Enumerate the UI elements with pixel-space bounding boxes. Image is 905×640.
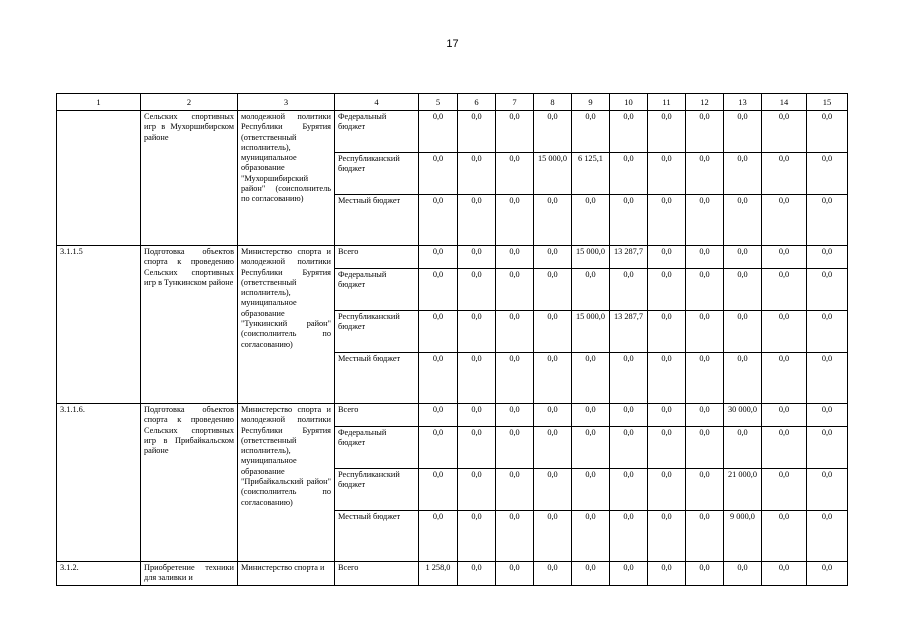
amount-cell: 0,0 xyxy=(610,111,648,153)
amount-cell: 0,0 xyxy=(648,246,686,269)
item-code: 3.1.1.5 xyxy=(57,246,141,404)
amount-cell: 0,0 xyxy=(724,111,762,153)
amount-cell: 21 000,0 xyxy=(724,469,762,511)
table-row xyxy=(57,246,848,269)
amount-cell: 0,0 xyxy=(534,353,572,404)
amount-cell: 0,0 xyxy=(534,246,572,269)
column-header: 9 xyxy=(572,94,610,111)
amount-cell: 0,0 xyxy=(648,111,686,153)
amount-cell: 13 287,7 xyxy=(610,311,648,353)
column-header: 2 xyxy=(141,94,238,111)
item-executor: Министерство спорта и xyxy=(238,562,335,586)
amount-cell: 15 000,0 xyxy=(572,246,610,269)
page-number: 17 xyxy=(446,38,459,50)
amount-cell: 0,0 xyxy=(496,562,534,586)
funding-source: Местный бюджет xyxy=(335,195,419,246)
amount-cell: 0,0 xyxy=(458,469,496,511)
amount-cell: 0,0 xyxy=(648,195,686,246)
funding-source: Республиканский бюджет xyxy=(335,311,419,353)
item-name: Приобретение техники для заливки и xyxy=(141,562,238,586)
item-code: 3.1.1.6. xyxy=(57,404,141,562)
amount-cell: 0,0 xyxy=(419,195,458,246)
amount-cell: 0,0 xyxy=(762,195,807,246)
amount-cell: 0,0 xyxy=(648,269,686,311)
amount-cell: 0,0 xyxy=(458,246,496,269)
amount-cell: 0,0 xyxy=(762,404,807,427)
amount-cell: 0,0 xyxy=(534,269,572,311)
amount-cell: 0,0 xyxy=(496,195,534,246)
amount-cell: 0,0 xyxy=(724,427,762,469)
amount-cell: 0,0 xyxy=(807,195,848,246)
item-name: Сельских спортивных игр в Мухоршибирском районе xyxy=(141,111,238,246)
amount-cell: 0,0 xyxy=(458,269,496,311)
amount-cell: 0,0 xyxy=(807,469,848,511)
funding-source: Федеральный бюджет xyxy=(335,269,419,311)
amount-cell: 0,0 xyxy=(419,511,458,562)
amount-cell: 6 125,1 xyxy=(572,153,610,195)
amount-cell: 0,0 xyxy=(686,111,724,153)
amount-cell: 0,0 xyxy=(724,195,762,246)
item-code xyxy=(57,111,141,246)
amount-cell: 0,0 xyxy=(458,153,496,195)
funding-source: Всего xyxy=(335,562,419,586)
amount-cell: 0,0 xyxy=(724,311,762,353)
funding-source: Республиканский бюджет xyxy=(335,469,419,511)
amount-cell: 0,0 xyxy=(807,269,848,311)
column-header: 4 xyxy=(335,94,419,111)
amount-cell: 0,0 xyxy=(572,562,610,586)
amount-cell: 0,0 xyxy=(762,153,807,195)
item-name: Подготовка объектов спорта к проведению Сельских спортивных игр в Тункинском районе xyxy=(141,246,238,404)
amount-cell: 0,0 xyxy=(419,269,458,311)
column-header: 5 xyxy=(419,94,458,111)
amount-cell: 0,0 xyxy=(686,404,724,427)
amount-cell: 0,0 xyxy=(458,511,496,562)
amount-cell: 0,0 xyxy=(458,311,496,353)
amount-cell: 0,0 xyxy=(572,195,610,246)
amount-cell: 0,0 xyxy=(496,469,534,511)
amount-cell: 0,0 xyxy=(419,311,458,353)
column-header: 8 xyxy=(534,94,572,111)
amount-cell: 0,0 xyxy=(534,311,572,353)
column-header: 1 xyxy=(57,94,141,111)
amount-cell: 0,0 xyxy=(762,269,807,311)
amount-cell: 9 000,0 xyxy=(724,511,762,562)
amount-cell: 0,0 xyxy=(496,311,534,353)
amount-cell: 0,0 xyxy=(496,404,534,427)
funding-source: Федеральный бюджет xyxy=(335,427,419,469)
amount-cell: 0,0 xyxy=(572,404,610,427)
amount-cell: 0,0 xyxy=(807,311,848,353)
amount-cell: 0,0 xyxy=(496,246,534,269)
amount-cell: 0,0 xyxy=(496,269,534,311)
amount-cell: 0,0 xyxy=(534,195,572,246)
amount-cell: 0,0 xyxy=(648,153,686,195)
item-name: Подготовка объектов спорта к проведению Сельских спортивных игр в Прибайкальском районе xyxy=(141,404,238,562)
column-header: 7 xyxy=(496,94,534,111)
amount-cell: 0,0 xyxy=(762,427,807,469)
amount-cell: 0,0 xyxy=(724,153,762,195)
funding-source: Всего xyxy=(335,404,419,427)
amount-cell: 30 000,0 xyxy=(724,404,762,427)
amount-cell: 0,0 xyxy=(686,246,724,269)
amount-cell: 0,0 xyxy=(572,353,610,404)
amount-cell: 0,0 xyxy=(807,562,848,586)
amount-cell: 0,0 xyxy=(496,427,534,469)
item-code: 3.1.2. xyxy=(57,562,141,586)
amount-cell: 0,0 xyxy=(572,511,610,562)
column-header: 10 xyxy=(610,94,648,111)
amount-cell: 0,0 xyxy=(610,153,648,195)
amount-cell: 0,0 xyxy=(496,111,534,153)
amount-cell: 0,0 xyxy=(686,153,724,195)
header-row xyxy=(57,94,848,111)
column-header: 3 xyxy=(238,94,335,111)
amount-cell: 0,0 xyxy=(419,404,458,427)
column-header: 6 xyxy=(458,94,496,111)
amount-cell: 0,0 xyxy=(572,111,610,153)
amount-cell: 0,0 xyxy=(724,562,762,586)
funding-source: Местный бюджет xyxy=(335,511,419,562)
amount-cell: 0,0 xyxy=(762,353,807,404)
amount-cell: 0,0 xyxy=(648,311,686,353)
amount-cell: 0,0 xyxy=(419,246,458,269)
amount-cell: 0,0 xyxy=(686,427,724,469)
amount-cell: 0,0 xyxy=(762,311,807,353)
amount-cell: 0,0 xyxy=(419,427,458,469)
amount-cell: 0,0 xyxy=(648,562,686,586)
amount-cell: 0,0 xyxy=(762,511,807,562)
amount-cell: 13 287,7 xyxy=(610,246,648,269)
amount-cell: 0,0 xyxy=(807,404,848,427)
amount-cell: 0,0 xyxy=(458,404,496,427)
amount-cell: 0,0 xyxy=(648,469,686,511)
item-executor: молодежной политики Республики Бурятия (ответственный исполнитель), муниципальное образование "Мухоршибирский район" (соисполнитель по согласованию) xyxy=(238,111,335,246)
amount-cell: 0,0 xyxy=(724,246,762,269)
amount-cell: 0,0 xyxy=(496,353,534,404)
amount-cell: 0,0 xyxy=(686,353,724,404)
amount-cell: 1 258,0 xyxy=(419,562,458,586)
amount-cell: 0,0 xyxy=(572,269,610,311)
column-header: 11 xyxy=(648,94,686,111)
amount-cell: 0,0 xyxy=(686,511,724,562)
item-executor: Министерство спорта и молодежной политики Республики Бурятия (ответственный исполнитель), муниципальное образование "Прибайкальский район" (соисполнитель по согласованию) xyxy=(238,404,335,562)
amount-cell: 0,0 xyxy=(762,562,807,586)
amount-cell: 0,0 xyxy=(610,269,648,311)
amount-cell: 0,0 xyxy=(572,427,610,469)
amount-cell: 0,0 xyxy=(458,111,496,153)
amount-cell: 0,0 xyxy=(762,469,807,511)
amount-cell: 0,0 xyxy=(419,111,458,153)
funding-source: Федеральный бюджет xyxy=(335,111,419,153)
amount-cell: 0,0 xyxy=(807,246,848,269)
table-row xyxy=(57,404,848,427)
column-header: 13 xyxy=(724,94,762,111)
amount-cell: 0,0 xyxy=(496,153,534,195)
amount-cell: 0,0 xyxy=(419,153,458,195)
amount-cell: 0,0 xyxy=(610,427,648,469)
amount-cell: 0,0 xyxy=(419,469,458,511)
amount-cell: 0,0 xyxy=(610,353,648,404)
amount-cell: 0,0 xyxy=(807,111,848,153)
amount-cell: 0,0 xyxy=(610,195,648,246)
amount-cell: 0,0 xyxy=(686,311,724,353)
amount-cell: 0,0 xyxy=(686,562,724,586)
amount-cell: 0,0 xyxy=(807,353,848,404)
column-header: 12 xyxy=(686,94,724,111)
amount-cell: 15 000,0 xyxy=(534,153,572,195)
amount-cell: 0,0 xyxy=(419,353,458,404)
amount-cell: 0,0 xyxy=(610,469,648,511)
amount-cell: 0,0 xyxy=(534,427,572,469)
table-row xyxy=(57,111,848,153)
amount-cell: 0,0 xyxy=(686,195,724,246)
funding-source: Всего xyxy=(335,246,419,269)
amount-cell: 0,0 xyxy=(762,111,807,153)
funding-source: Местный бюджет xyxy=(335,353,419,404)
amount-cell: 0,0 xyxy=(762,246,807,269)
amount-cell: 0,0 xyxy=(534,562,572,586)
amount-cell: 0,0 xyxy=(648,427,686,469)
amount-cell: 0,0 xyxy=(610,511,648,562)
amount-cell: 0,0 xyxy=(648,353,686,404)
amount-cell: 0,0 xyxy=(572,469,610,511)
amount-cell: 0,0 xyxy=(458,195,496,246)
amount-cell: 0,0 xyxy=(807,511,848,562)
budget-table xyxy=(56,93,848,586)
amount-cell: 0,0 xyxy=(807,427,848,469)
column-header: 15 xyxy=(807,94,848,111)
amount-cell: 0,0 xyxy=(686,269,724,311)
funding-source: Республиканский бюджет xyxy=(335,153,419,195)
amount-cell: 0,0 xyxy=(458,562,496,586)
amount-cell: 0,0 xyxy=(648,404,686,427)
column-header: 14 xyxy=(762,94,807,111)
amount-cell: 0,0 xyxy=(724,269,762,311)
amount-cell: 0,0 xyxy=(686,469,724,511)
amount-cell: 0,0 xyxy=(648,511,686,562)
amount-cell: 0,0 xyxy=(610,404,648,427)
amount-cell: 0,0 xyxy=(807,153,848,195)
amount-cell: 0,0 xyxy=(534,404,572,427)
item-executor: Министерство спорта и молодежной политики Республики Бурятия (ответственный исполнитель), муниципальное образование "Тункинский район" (соисполнитель по согласованию) xyxy=(238,246,335,404)
amount-cell: 0,0 xyxy=(724,353,762,404)
amount-cell: 0,0 xyxy=(496,511,534,562)
amount-cell: 0,0 xyxy=(534,469,572,511)
amount-cell: 0,0 xyxy=(610,562,648,586)
table-row xyxy=(57,562,848,586)
amount-cell: 0,0 xyxy=(458,353,496,404)
amount-cell: 0,0 xyxy=(458,427,496,469)
amount-cell: 15 000,0 xyxy=(572,311,610,353)
amount-cell: 0,0 xyxy=(534,111,572,153)
amount-cell: 0,0 xyxy=(534,511,572,562)
